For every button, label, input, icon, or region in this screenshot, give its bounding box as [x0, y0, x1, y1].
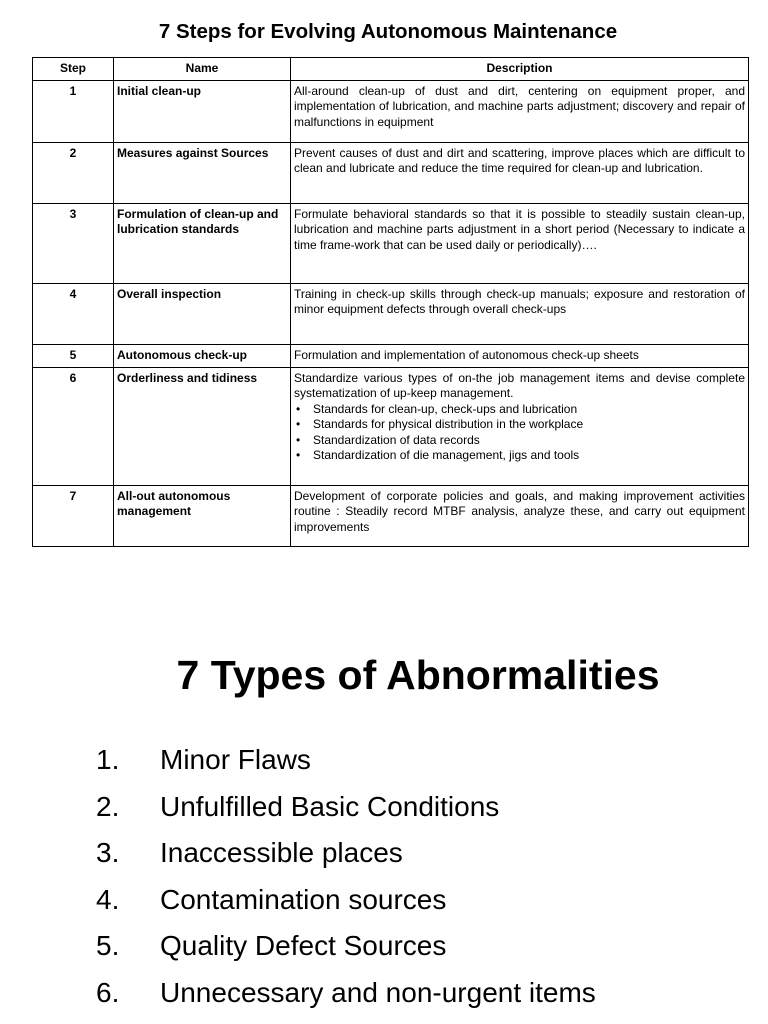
list-number: 3.	[96, 837, 120, 869]
step-description: Development of corporate policies and goals, and making improvement activities routine : Steadily record MTBF analysis, analyze these, and carry out equipment improvements	[291, 486, 749, 547]
list-text: Minor Flaws	[160, 744, 311, 775]
bullet-item: • Standardization of die management, jigs and tools	[294, 448, 745, 463]
step-number: 1	[33, 81, 114, 143]
step-number: 3	[33, 204, 114, 284]
step-description: Formulation and implementation of autonomous check-up sheets	[291, 345, 749, 368]
step-name: Orderliness and tidiness	[114, 368, 291, 486]
list-text: Unfulfilled Basic Conditions	[160, 790, 500, 822]
step-name: Autonomous check-up	[114, 345, 291, 368]
table-row	[33, 486, 749, 547]
list-item	[96, 923, 756, 970]
list-number: 5.	[96, 930, 120, 962]
step-description: Training in check-up skills through check-up manuals; exposure and restoration of minor equipment defects through overall check-ups	[291, 284, 749, 345]
step-description-cell	[291, 368, 749, 486]
list-text: Contamination sources	[160, 883, 447, 915]
abnormalities-title: 7 Types of Abnormalities	[176, 652, 660, 698]
bullet-item: • Standards for physical distribution in the workplace	[294, 417, 745, 432]
header-step: Step	[33, 58, 114, 81]
table-row	[33, 143, 749, 204]
bullet-item: • Standards for clean-up, check-ups and lubrication	[294, 402, 745, 417]
table-row	[33, 284, 749, 345]
list-number: 6.	[96, 976, 120, 1008]
table-header-row	[33, 58, 749, 81]
table-row	[33, 345, 749, 368]
step-name: All-out autonomous management	[114, 486, 291, 547]
standards-bullet-list	[294, 402, 745, 464]
step-number: 5	[33, 345, 114, 368]
list-number: 2.	[96, 790, 120, 822]
list-number: 4.	[96, 883, 120, 915]
list-item	[96, 784, 756, 831]
step-number: 7	[33, 486, 114, 547]
table-row	[33, 204, 749, 284]
list-number: 1.	[96, 744, 120, 775]
step-description: Prevent causes of dust and dirt and scattering, improve places which are difficult to clean and lubricate and reduce the time required for clean-up and lubrication.	[291, 143, 749, 204]
step-number: 2	[33, 143, 114, 204]
step-name: Formulation of clean-up and lubrication standards	[114, 204, 291, 284]
list-text: Quality Defect Sources	[160, 930, 447, 962]
table-row	[33, 368, 749, 486]
step-name: Initial clean-up	[114, 81, 291, 143]
step-description: Formulate behavioral standards so that it is possible to steadily sustain clean-up, lubrication and machine parts adjustment in a short period (Necessary to indicate a time frame-work that can be used daily or periodically)….	[291, 204, 749, 284]
step-number: 6	[33, 368, 114, 486]
table-row	[33, 81, 749, 143]
list-item	[96, 877, 756, 924]
list-item	[96, 737, 756, 784]
list-text: Inaccessible places	[160, 837, 403, 869]
steps-table	[32, 57, 749, 547]
table-title: 7 Steps for Evolving Autonomous Maintenance	[158, 20, 618, 43]
step-description: All-around clean-up of dust and dirt, centering on equipment proper, and implementation of lubrication, and machine parts adjustment; discovery and repair of malfunctions in equipment	[291, 81, 749, 143]
list-text: Unnecessary and non-urgent items	[160, 976, 596, 1008]
list-item	[96, 830, 756, 877]
abnormalities-list	[96, 737, 756, 1017]
step-number: 4	[33, 284, 114, 345]
step-description: Standardize various types of on-the job management items and devise complete systematization of up-keep management.	[294, 371, 745, 401]
list-item	[96, 970, 756, 1017]
step-name: Overall inspection	[114, 284, 291, 345]
bullet-item: • Standardization of data records	[294, 433, 745, 448]
header-description: Description	[291, 58, 749, 81]
header-name: Name	[114, 58, 291, 81]
step-name: Measures against Sources	[114, 143, 291, 204]
